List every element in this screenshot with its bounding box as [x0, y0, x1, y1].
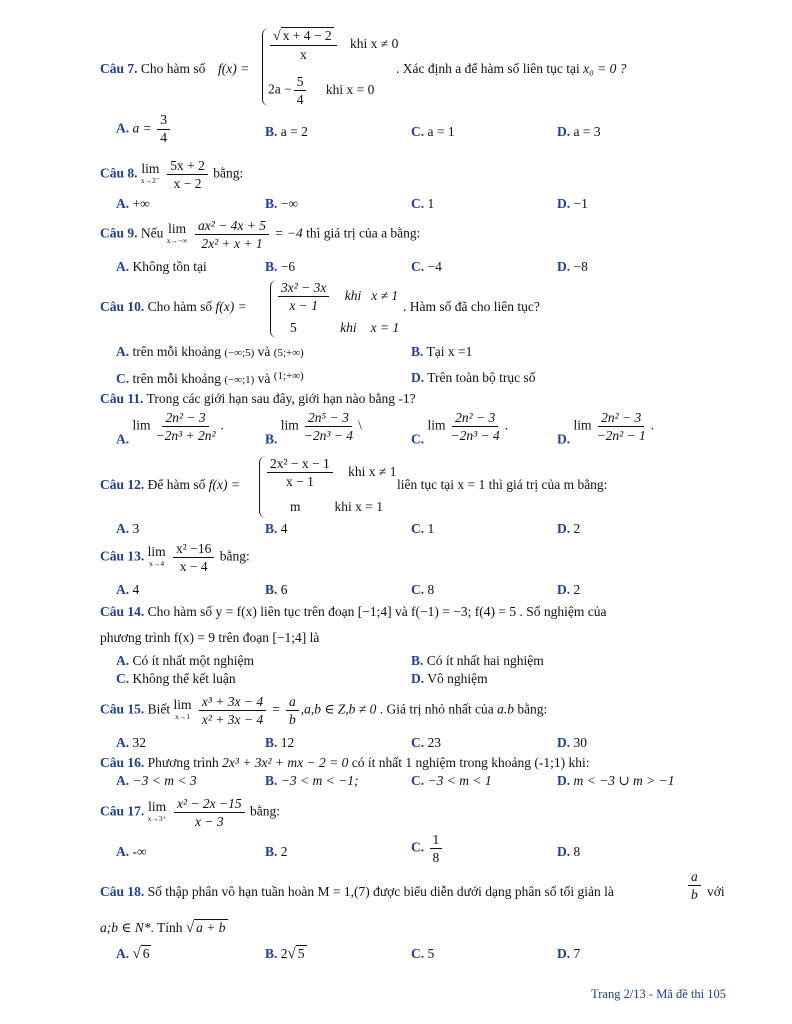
q12-option-c[interactable]: C. 1: [411, 521, 435, 536]
q7-option-a[interactable]: A. a = $\frac{3}{4}$: [116, 113, 172, 146]
q7-option-b[interactable]: B. a = 2: [265, 124, 308, 139]
q11-option-c[interactable]: C. lim $\frac{\text{2n² − 3}}{\text{−2n³ − 4}}$ .: [411, 410, 509, 447]
q9-option-b[interactable]: B. −6: [265, 259, 296, 274]
q18-stem-line1: Câu 18. Số thập phân vô hạn tuần hoàn M = 1,(7) được biểu diễn dưới dạng phân số tối giản là: [100, 884, 614, 899]
q16-option-c[interactable]: C. −3 < m < 1: [411, 773, 492, 788]
q15-option-a[interactable]: A. 32: [116, 735, 146, 750]
q13-option-a[interactable]: A. 4: [116, 582, 140, 597]
q13-option-b[interactable]: B. 6: [265, 582, 288, 597]
q18-option-d[interactable]: D. 7: [557, 946, 581, 961]
q12-stem: Câu 12. Để hàm số f(x) =: [100, 477, 240, 492]
q14-option-b[interactable]: B. Có ít nhất hai nghiệm: [411, 653, 544, 668]
q10-tail: . Hàm số đã cho liên tục?: [403, 299, 540, 314]
q8-stem: Câu 8. lim x→2⁻ $\frac{5x + 2}{x - 2}$ bằng:: [100, 158, 244, 191]
q7-label: Câu 7.: [100, 61, 138, 76]
q16-option-d[interactable]: D. m < −3 ∪ m > −1: [557, 773, 675, 788]
q16-stem: Câu 16. Phương trình 2x³ + 3x² + mx − 2 = 0 có ít nhất 1 nghiệm trong khoảng (-1;1) khi:: [100, 755, 590, 770]
q7-lead: Cho hàm số: [140, 61, 206, 76]
q18-option-a[interactable]: A. √ 6: [116, 946, 150, 962]
q17-option-d[interactable]: D. 8: [557, 844, 581, 859]
q7-option-c[interactable]: C. a = 1: [411, 124, 455, 139]
q18-option-b[interactable]: B. 2√ 5: [265, 946, 305, 962]
q10-stem: Câu 10. Cho hàm số f(x) =: [100, 299, 247, 314]
q8-option-a[interactable]: A. +∞: [116, 196, 150, 211]
q18-fraction: $\frac{a}{b}$: [686, 869, 703, 902]
q17-stem: Câu 17. lim x→3⁺ $\frac{\text{x² − 2x −15}}{x - 3}$ bằng:: [100, 796, 280, 829]
q10-case2: 5 khi x = 1: [290, 320, 400, 335]
q12-option-a[interactable]: A. 3: [116, 521, 140, 536]
q18-option-c[interactable]: C. 5: [411, 946, 435, 961]
q10-option-c[interactable]: C. trên mỗi khoảng (−∞;1) và $^{(1;+\infty)}$: [116, 370, 304, 386]
q10-case1: $\frac{\text{3x² − 3x}}{x - 1}$ khi x ≠ 1: [276, 280, 398, 313]
q10-option-b[interactable]: B. Tại x =1: [411, 344, 473, 359]
q11-stem: Câu 11. Trong các giới hạn sau đây, giới hạn nào bằng -1?: [100, 391, 416, 406]
q15-option-d[interactable]: D. 30: [557, 735, 587, 750]
q13-option-d[interactable]: D. 2: [557, 582, 581, 597]
q14-stem-line1: Câu 14. Cho hàm số y = f(x) liên tục trên đoạn [−1;4] và f(−1) = −3; f(4) = 5 . Số nghiệm của: [100, 604, 607, 619]
q11-option-a[interactable]: A. lim $\frac{\text{2n² − 3}}{\text{−2n³ + 2n²}}$ .: [116, 410, 224, 447]
q7-case2: 2a − $\frac{5}{4}$ khi x = 0: [268, 74, 375, 107]
q14-option-a[interactable]: A. Có ít nhất một nghiệm: [116, 653, 254, 668]
q17-option-a[interactable]: A. -∞: [116, 844, 147, 859]
q15-stem: Câu 15. Biết lim x→1 $\frac{\text{x³ + 3x − 4}}{\text{x² + 3x − 4}}$ = $\frac{a}{b}$ ,a,b ∈ Z,b ≠ 0 . Giá trị nhỏ nhất của a.b bằng:: [100, 694, 548, 727]
q9-stem: Câu 9. Nếu lim x→−∞ $\frac{\text{ax² − 4x + 5}}{\text{2x² + x + 1}}$ = −4 thì giá trị của a bằng:: [100, 218, 421, 251]
q16-option-b[interactable]: B. −3 < m < −1;: [265, 773, 359, 788]
q12-option-d[interactable]: D. 2: [557, 521, 581, 536]
q14-option-c[interactable]: C. Không thể kết luận: [116, 671, 236, 686]
q12-tail: liên tục tại x = 1 thì giá trị của m bằng:: [397, 477, 608, 492]
q7-fx: f(x) =: [218, 61, 250, 76]
q7-tail: . Xác định a để hàm số liên tục tại x₀ = 0 ?: [396, 61, 627, 76]
q8-option-d[interactable]: D. −1: [557, 196, 588, 211]
q15-option-b[interactable]: B. 12: [265, 735, 295, 750]
q11-option-d[interactable]: D. lim $\frac{\text{2n² − 3}}{\text{−2n² − 1}}$ .: [557, 410, 655, 447]
q14-stem-line2: phương trình f(x) = 9 trên đoạn [−1;4] là: [100, 630, 320, 645]
q11-option-b[interactable]: B. lim $\frac{\text{2n⁵ − 3}}{\text{−2n³ − 4}}$ \: [265, 410, 362, 447]
q14-option-d[interactable]: D. Vô nghiệm: [411, 671, 488, 686]
q7-option-d[interactable]: D. a = 3: [557, 124, 601, 139]
q17-option-c[interactable]: C. $\frac{1}{8}$: [411, 832, 444, 865]
q12-option-b[interactable]: B. 4: [265, 521, 288, 536]
q9-option-a[interactable]: A. Không tồn tại: [116, 259, 207, 274]
q16-option-a[interactable]: A. −3 < m < 3: [116, 773, 197, 788]
q13-option-c[interactable]: C. 8: [411, 582, 435, 597]
page-footer: Trang 2/13 - Mã đề thi 105: [591, 987, 726, 1001]
q18-stem-line2: a;b ∈ N*. Tính √ a + b: [100, 920, 226, 936]
q18-with: với: [707, 884, 725, 899]
q13-stem: Câu 13. lim x→4 $\frac{\text{x² −16}}{x - 4}$ bằng:: [100, 541, 250, 574]
q10-option-d[interactable]: D. Trên toàn bộ trục số: [411, 370, 536, 385]
q8-option-c[interactable]: C. 1: [411, 196, 435, 211]
q9-option-d[interactable]: D. −8: [557, 259, 588, 274]
q15-option-c[interactable]: C. 23: [411, 735, 441, 750]
q7-case1: $\frac{√ x + 4 - 2}{x}$ khi x ≠ 0: [268, 28, 398, 62]
q12-case2: m khi x = 1: [290, 499, 384, 514]
q8-option-b[interactable]: B. −∞: [265, 196, 299, 211]
q12-case1: $\frac{\text{2x² − x − 1}}{x - 1}$ khi x ≠ 1: [265, 456, 396, 489]
q10-option-a[interactable]: A. trên mỗi khoảng (−∞;5) và (5;+∞): [116, 344, 304, 359]
q9-option-c[interactable]: C. −4: [411, 259, 442, 274]
q7-stem: [100, 61, 205, 77]
q17-option-b[interactable]: B. 2: [265, 844, 288, 859]
